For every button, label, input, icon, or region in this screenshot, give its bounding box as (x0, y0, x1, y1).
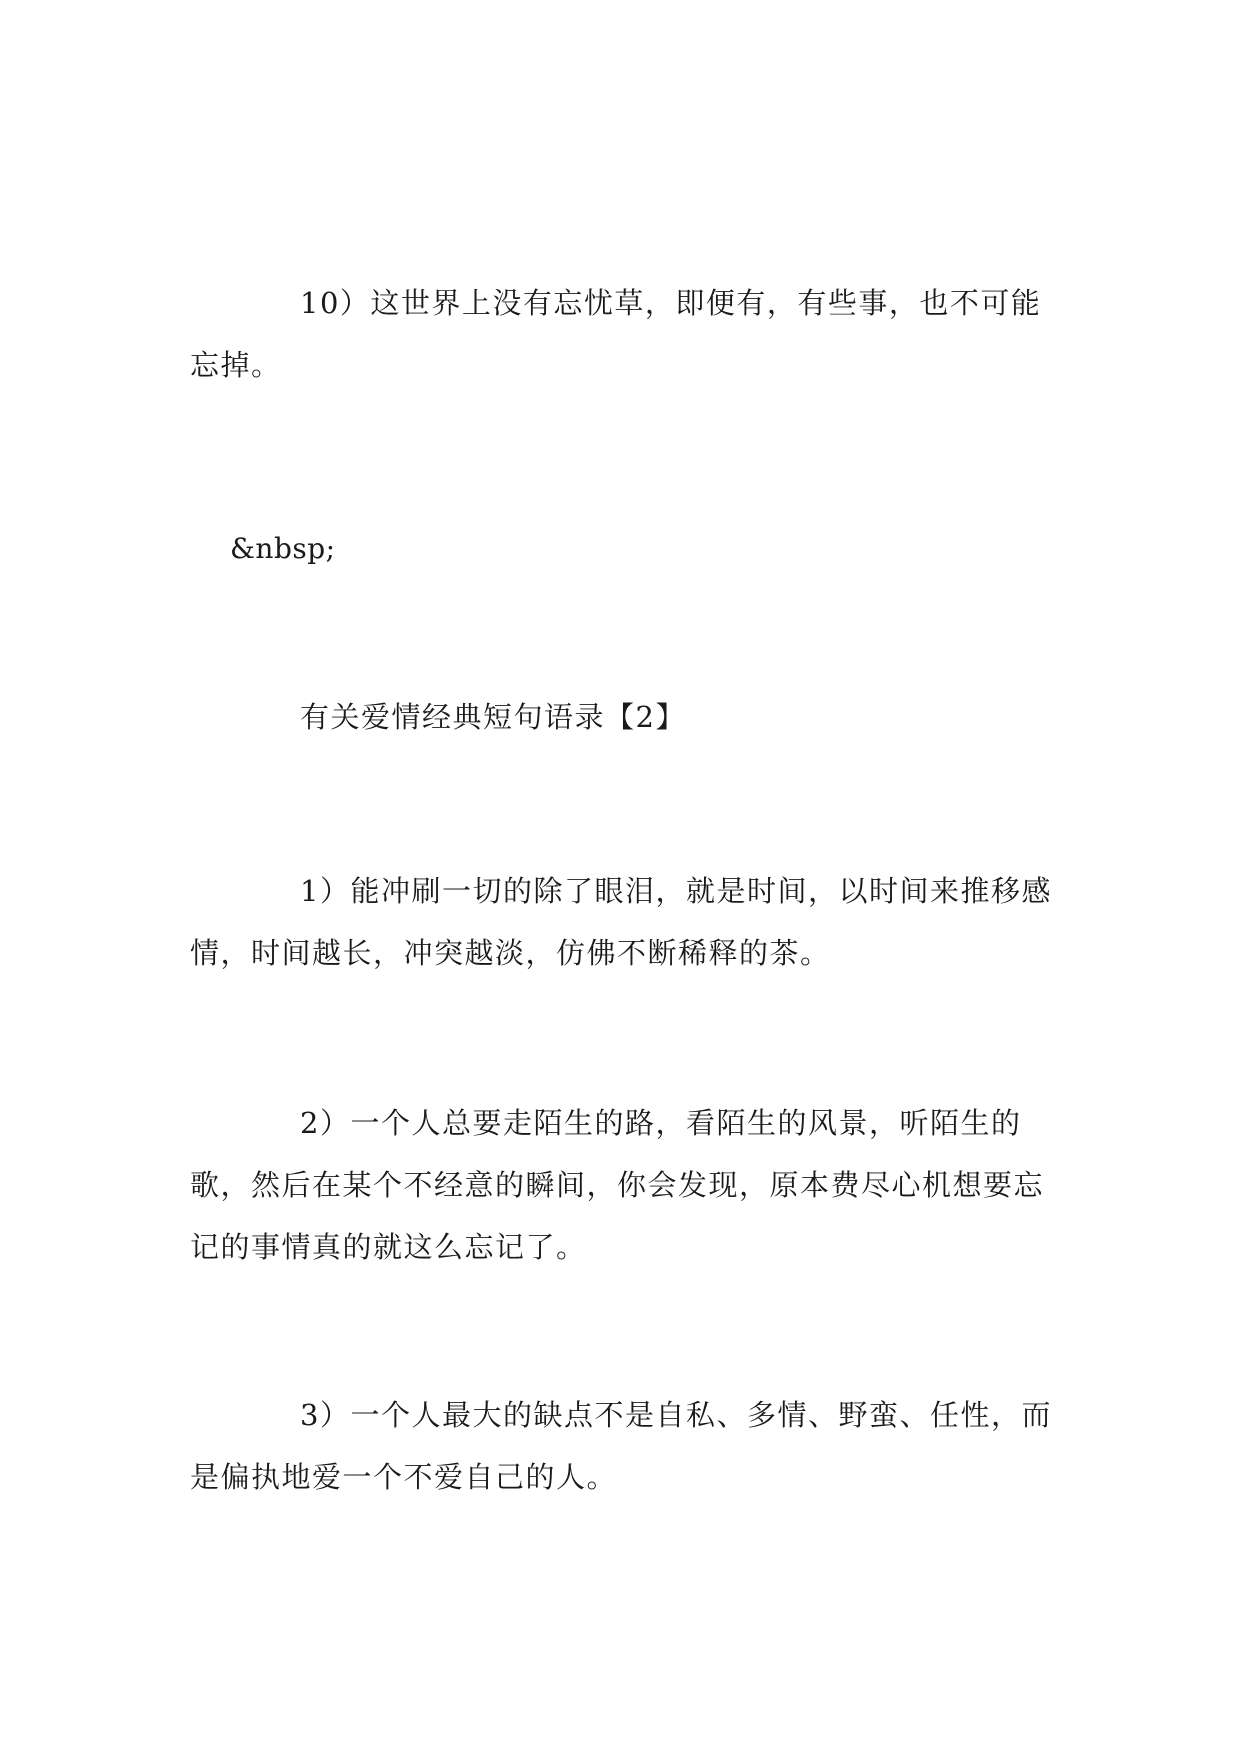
quote-paragraph-2: 2）一个人总要走陌生的路，看陌生的风景，听陌生的歌，然后在某个不经意的瞬间，你会发现，原本费尽心机想要忘记的事情真的就这么忘记了。 (190, 1106, 1045, 1264)
quote-paragraph-1: 1）能冲刷一切的除了眼泪，就是时间，以时间来推移感情，时间越长，冲突越淡，仿佛不断稀释的茶。 (190, 874, 1052, 970)
section-heading: 有关爱情经典短句语录【2】 (300, 700, 686, 734)
nbsp-artifact-text: &nbsp; (230, 532, 336, 565)
quote-paragraph-10: 10）这世界上没有忘忧草，即便有，有些事，也不可能忘掉。 (190, 286, 1042, 382)
quote-paragraph-3: 3）一个人最大的缺点不是自私、多情、野蛮、任性，而是偏执地爱一个不爱自己的人。 (190, 1398, 1052, 1494)
